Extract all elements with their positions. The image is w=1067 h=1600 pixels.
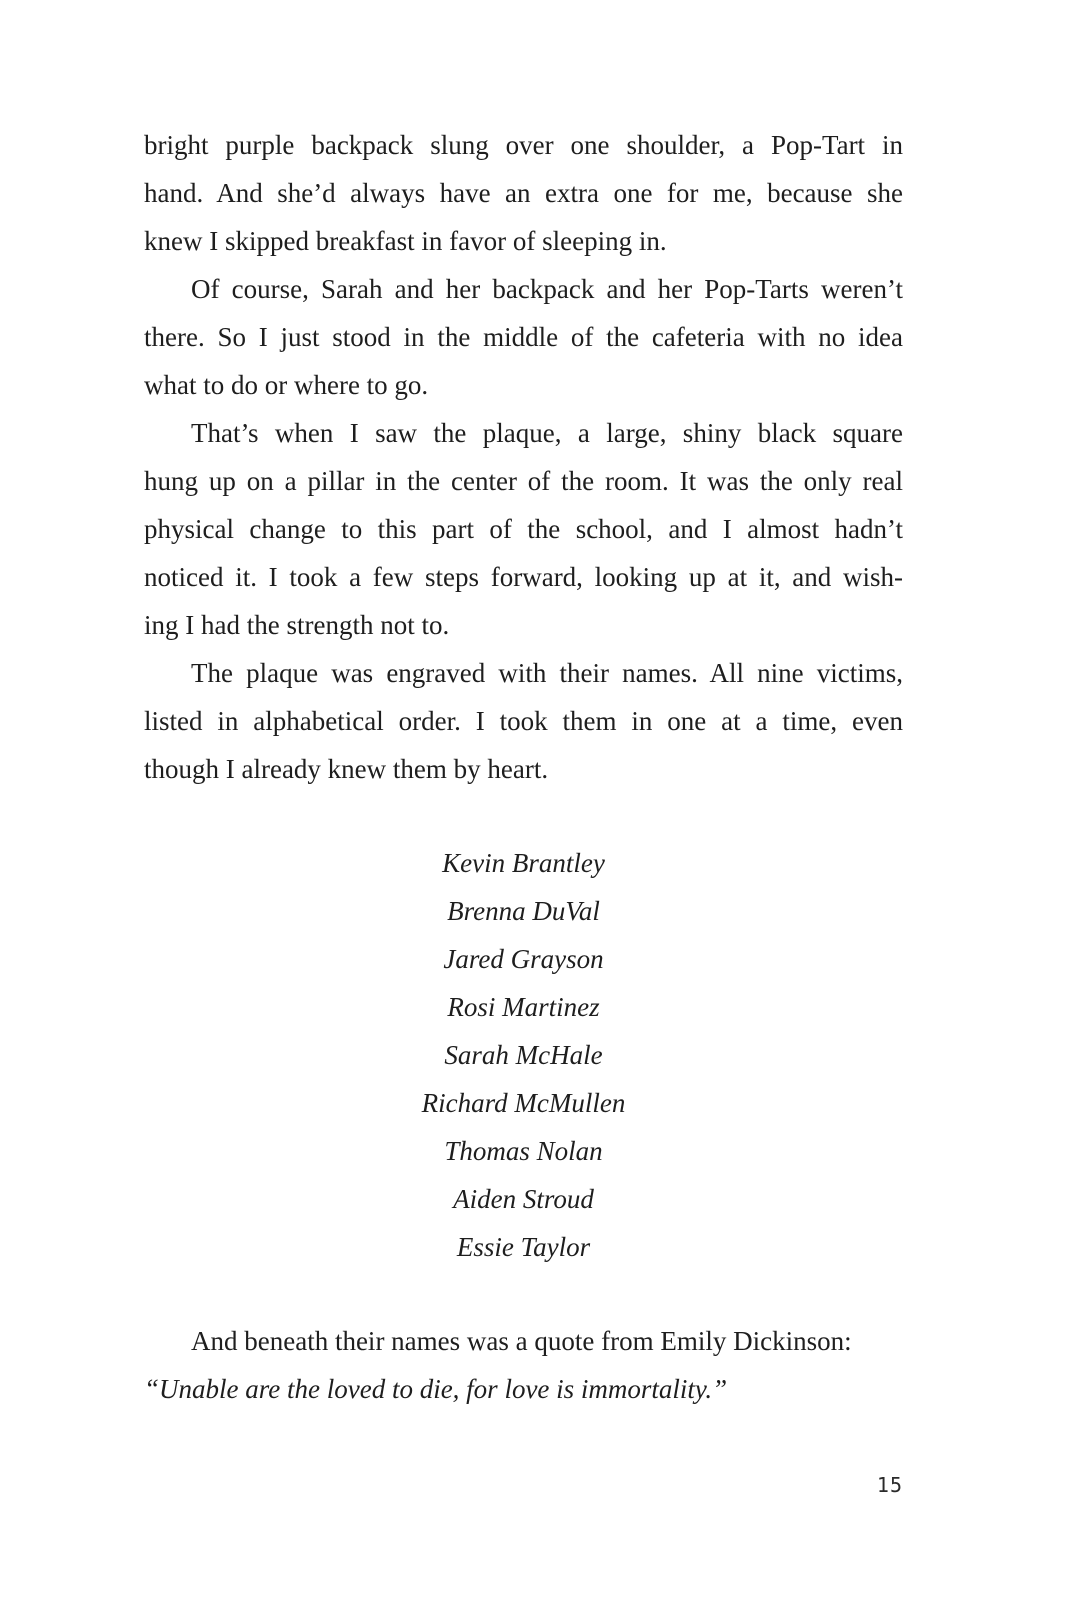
body-line: physical change to this part of the school, and I almost hadn’t bbox=[144, 514, 903, 544]
body-line: bright purple backpack slung over one shoulder, a Pop-Tart in bbox=[144, 130, 903, 160]
closing-paragraph bbox=[144, 1317, 903, 1413]
dickinson-quote: “Unable are the loved to die, for love is immortality.” bbox=[144, 1374, 728, 1404]
page-number: 15 bbox=[876, 1473, 903, 1497]
victim-names-list bbox=[144, 839, 903, 1271]
body-line: listed in alphabetical order. I took them in one at a time, even bbox=[144, 706, 903, 736]
victim-name: Essie Taylor bbox=[456, 1232, 591, 1262]
body-line: That’s when I saw the plaque, a large, shiny black square bbox=[191, 418, 903, 448]
body-line: Of course, Sarah and her backpack and her Pop-Tarts weren’t bbox=[191, 274, 903, 304]
victim-name: Richard McMullen bbox=[421, 1088, 626, 1118]
body-line: noticed it. I took a few steps forward, looking up at it, and wish- bbox=[144, 562, 903, 592]
closing-intro: And beneath their names was a quote from Emily Dickinson: bbox=[191, 1326, 852, 1356]
body-line: ing I had the strength not to. bbox=[144, 610, 450, 640]
body-line: hand. And she’d always have an extra one for me, because she bbox=[144, 178, 903, 208]
body-line: there. So I just stood in the middle of the cafeteria with no idea bbox=[144, 322, 903, 352]
victim-name: Aiden Stroud bbox=[453, 1184, 594, 1214]
victim-name: Kevin Brantley bbox=[442, 848, 605, 878]
victim-name: Sarah McHale bbox=[444, 1040, 603, 1070]
body-line: what to do or where to go. bbox=[144, 370, 429, 400]
body-line: knew I skipped breakfast in favor of sleeping in. bbox=[144, 226, 667, 256]
body-text bbox=[144, 121, 903, 793]
victim-name: Brenna DuVal bbox=[447, 896, 600, 926]
victim-name: Jared Grayson bbox=[443, 944, 604, 974]
body-line: The plaque was engraved with their names. All nine victims, bbox=[191, 658, 903, 688]
body-line: though I already knew them by heart. bbox=[144, 754, 549, 784]
body-line: hung up on a pillar in the center of the room. It was the only real bbox=[144, 466, 903, 496]
victim-name: Thomas Nolan bbox=[444, 1136, 603, 1166]
victim-name: Rosi Martinez bbox=[447, 992, 600, 1022]
